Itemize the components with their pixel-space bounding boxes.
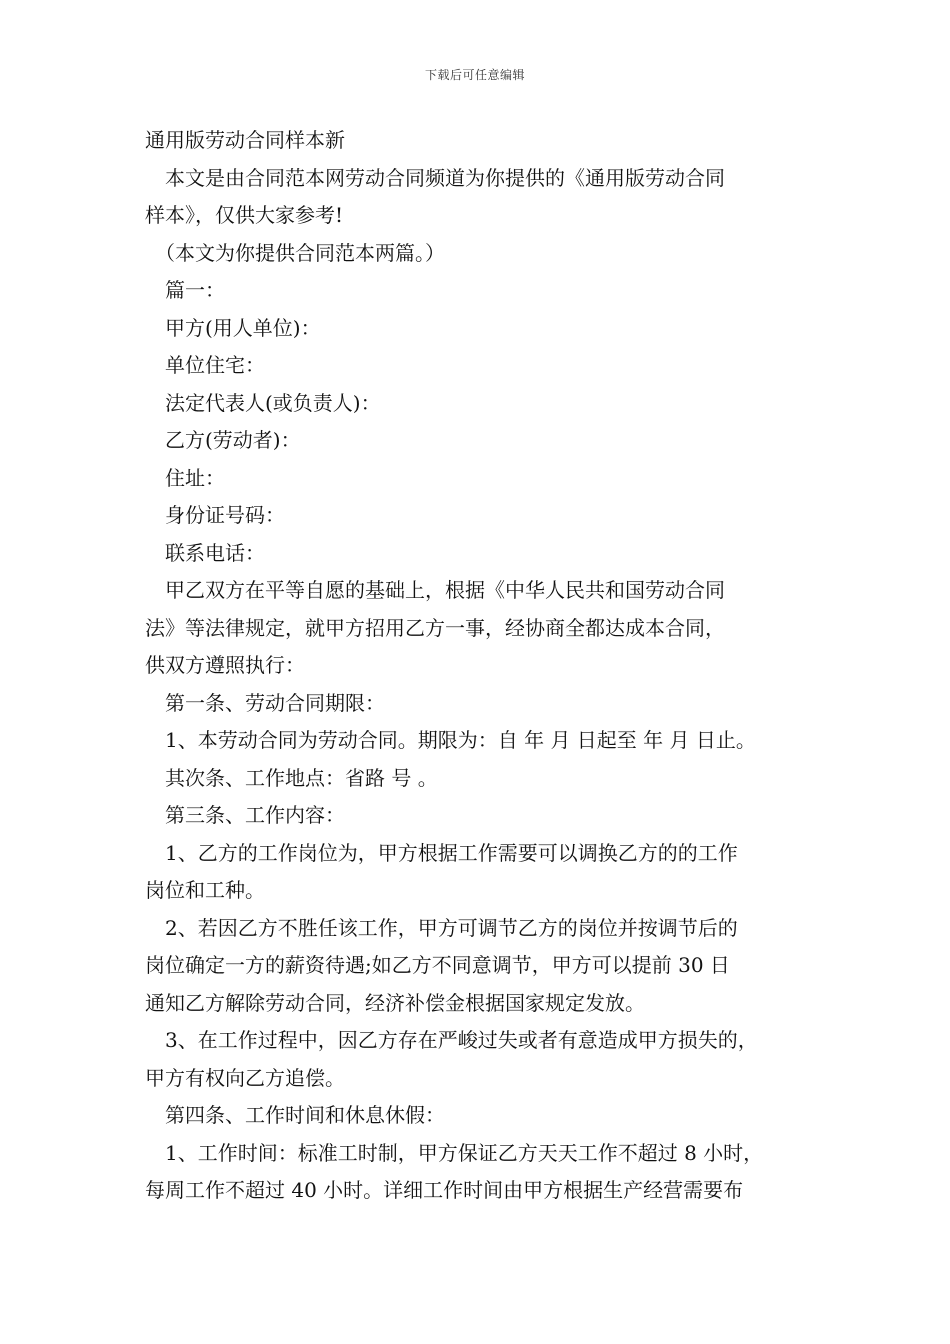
text-line: 1、本劳动合同为劳动合同。期限为：自 年 月 日起至 年 月 日止。 (165, 728, 756, 752)
text-line: 单位住宅： (165, 353, 265, 377)
text-line: 岗位和工种。 (145, 878, 265, 902)
text-line: 第三条、工作内容： (165, 803, 345, 827)
text-line: 岗位确定一方的薪资待遇;如乙方不同意调节，甲方可以提前 30 日 (145, 953, 730, 977)
text-line: 第一条、劳动合同期限： (165, 690, 385, 715)
text-line: 法定代表人(或负责人)： (165, 390, 381, 415)
text-line: 身份证号码： (165, 503, 285, 527)
text-line: 供双方遵照执行： (145, 653, 305, 677)
text-line: 1、工作时间：标准工时制，甲方保证乙方天天工作不超过 8 小时， (165, 1140, 764, 1165)
text-line: 3、在工作过程中，因乙方存在严峻过失或者有意造成甲方损失的， (165, 1028, 758, 1052)
text-line: 甲方(用人单位)： (165, 315, 321, 340)
page-header-note: 下载后可任意编辑 (424, 68, 525, 82)
text-line: 2、若因乙方不胜任该工作，甲方可调节乙方的岗位并按调节后的 (165, 915, 738, 940)
text-line: 法》等法律规定，就甲方招用乙方一事，经协商全都达成本合同， (145, 615, 725, 640)
document-title: 通用版劳动合同样本新 (145, 128, 345, 152)
text-line: 甲方有权向乙方追偿。 (145, 1065, 345, 1090)
text-line: 甲乙双方在平等自愿的基础上，根据《中华人民共和国劳动合同 (165, 578, 725, 602)
text-line: 样本》，仅供大家参考! (145, 203, 344, 227)
text-line: 篇一： (165, 278, 225, 302)
text-line: 其次条、工作地点：省路 号 。 (165, 765, 438, 790)
document-body (145, 122, 810, 1210)
text-line: （本文为你提供合同范本两篇。） (155, 240, 445, 265)
text-line: 住址： (165, 465, 225, 490)
text-line: 联系电话： (165, 540, 265, 565)
text-line: 本文是由合同范本网劳动合同频道为你提供的《通用版劳动合同 (165, 165, 725, 190)
text-line: 通知乙方解除劳动合同，经济补偿金根据国家规定发放。 (145, 990, 645, 1015)
text-line: 第四条、工作时间和休息休假： (165, 1103, 445, 1127)
text-line: 每周工作不超过 40 小时。详细工作时间由甲方根据生产经营需要布 (145, 1178, 744, 1202)
text-line: 乙方(劳动者)： (165, 428, 301, 452)
text-line: 1、乙方的工作岗位为，甲方根据工作需要可以调换乙方的的工作 (165, 840, 738, 865)
